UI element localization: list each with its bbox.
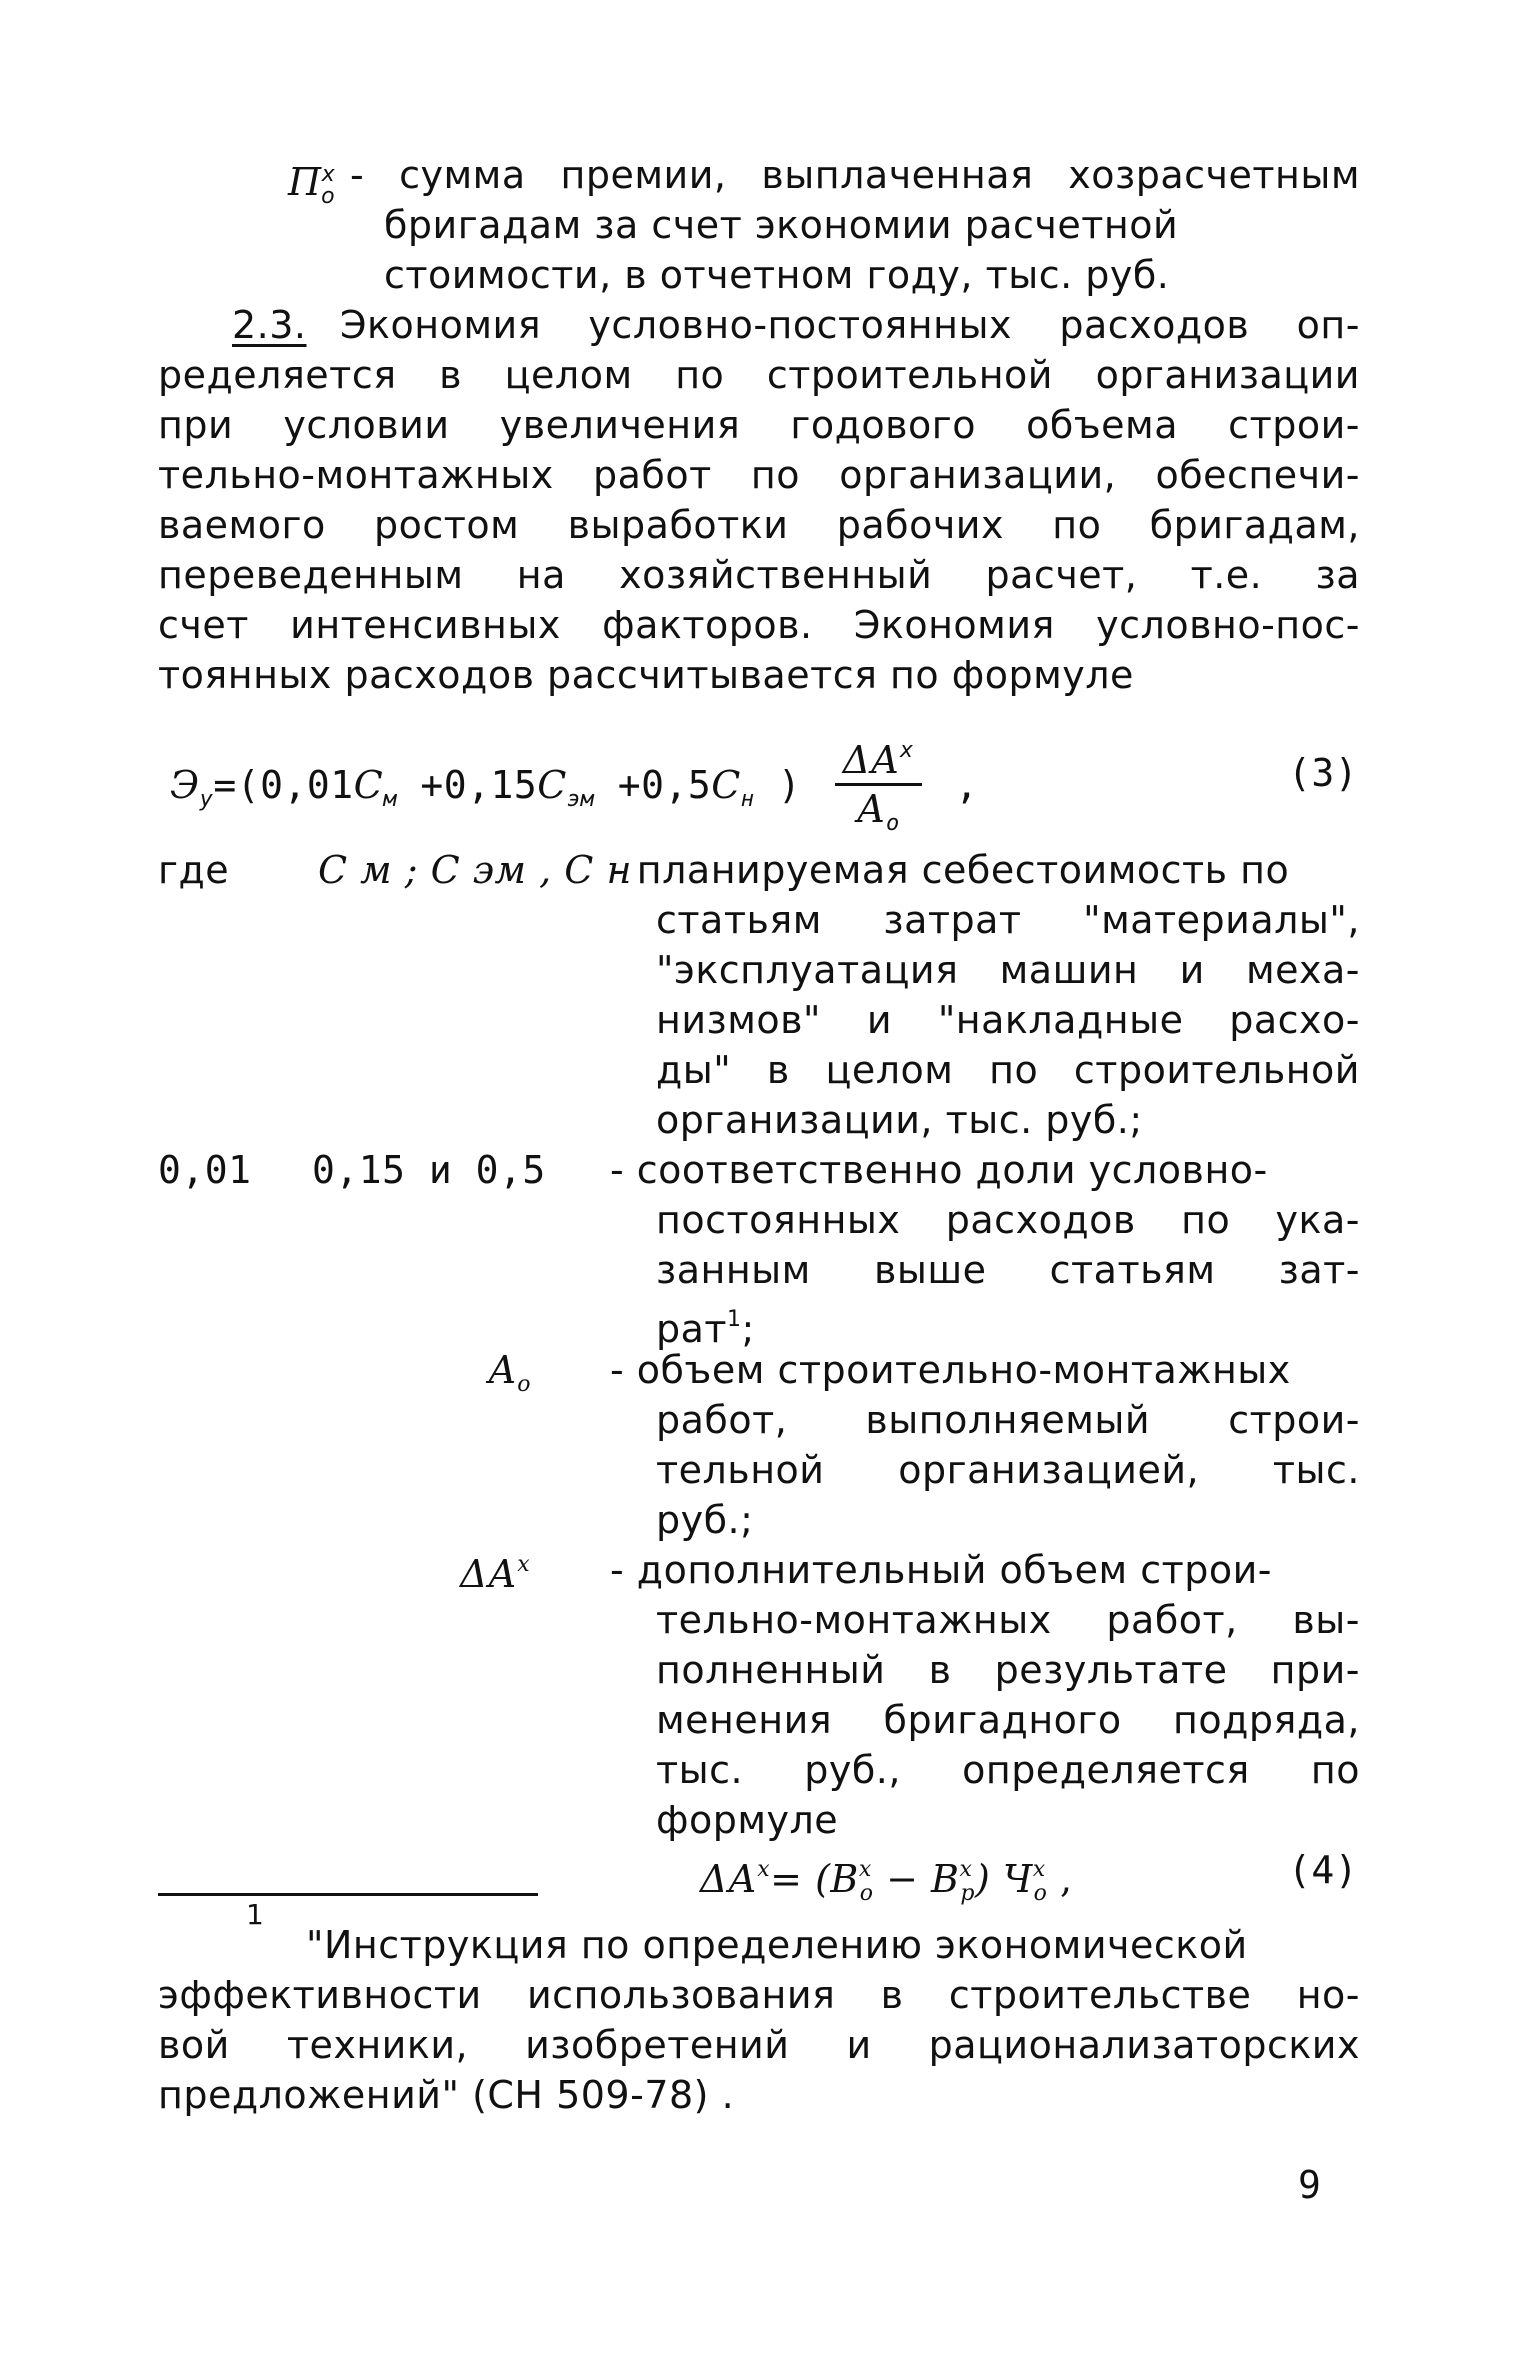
where-def-3-line-3: тельной организацией, тыс. bbox=[656, 1448, 1360, 1492]
section-line-8: тоянных расходов рассчитывается по формуле bbox=[158, 653, 1134, 697]
section-line-1: Экономия условно-постоянных расходов оп- bbox=[340, 303, 1360, 347]
section-line-4: тельно-монтажных работ по организации, обеспечи- bbox=[158, 453, 1360, 497]
where-def-1-line-2: статьям затрат "материалы", bbox=[656, 898, 1360, 942]
coef-b: 0,15 и 0,5 bbox=[312, 1148, 546, 1192]
intro-line-3: стоимости, в отчетном году, тыс. руб. bbox=[384, 253, 1170, 297]
where-def-2-line-1: - соответственно доли условно- bbox=[610, 1148, 1268, 1192]
intro-line-1: - сумма премии, выплаченная хозрасчетным bbox=[350, 153, 1360, 197]
section-line-2: ределяется в целом по строительной организации bbox=[158, 353, 1360, 397]
footnote-line-4: предложений" (СН 509-78) . bbox=[158, 2073, 735, 2117]
where-def-2-line-3: занным выше статьям зат- bbox=[656, 1248, 1360, 1292]
where-def-3-line-1: - объем строительно-монтажных bbox=[610, 1348, 1291, 1392]
where-def-3-line-4: руб.; bbox=[656, 1498, 754, 1542]
where-def-2-line-2: постоянных расходов по ука- bbox=[656, 1198, 1360, 1242]
coef-a: 0,01 bbox=[158, 1148, 252, 1192]
a0-symbol: $А_о$ bbox=[488, 1348, 532, 1397]
da-symbol: $\Delta А^х$ bbox=[460, 1552, 531, 1596]
footnote-line-2: эффективности использования в строительстве но- bbox=[158, 1973, 1360, 2017]
formula-3: $Э_у=(0,01С_м +0,15С_{эм} +0,5С_н$ ) $\frac{\Delta А^х}{А_о}$ , bbox=[170, 728, 978, 824]
section-line-3: при условии увеличения годового объема строи- bbox=[158, 403, 1360, 447]
intro-symbol: $П^х_о$ bbox=[288, 160, 336, 209]
where-def-4-line-1: - дополнительный объем строи- bbox=[610, 1548, 1273, 1592]
where-def-4-line-2: тельно-монтажных работ, вы- bbox=[656, 1598, 1360, 1642]
where-def-1-line-5: ды" в целом по строительной bbox=[656, 1048, 1360, 1092]
where-def-1-line-1: - планируемая себестоимость по bbox=[610, 848, 1290, 892]
formula-4-label: (4) bbox=[1288, 1848, 1359, 1892]
section-number: 2.3. bbox=[232, 303, 307, 347]
where-def-4-line-5: тыс. руб., определяется по bbox=[656, 1748, 1360, 1792]
footnote-mark: 1 bbox=[246, 1898, 265, 1931]
where-def-1-line-6: организации, тыс. руб.; bbox=[656, 1098, 1143, 1142]
where-def-1-line-3: "эксплуатация машин и меха- bbox=[656, 948, 1360, 992]
section-line-6: переведенным на хозяйственный расчет, т.е. за bbox=[158, 553, 1360, 597]
where-def-4-line-3: полненный в результате при- bbox=[656, 1648, 1360, 1692]
where-def-4-line-6: формуле bbox=[656, 1798, 839, 1842]
where-symbols: С м ; С эм , С н bbox=[318, 848, 632, 892]
page-number: 9 bbox=[1298, 2163, 1322, 2207]
where-def-1-line-4: низмов" и "накладные расхо- bbox=[656, 998, 1360, 1042]
footnote-ref: 1 bbox=[727, 1307, 742, 1332]
formula-3-fraction: $\frac{\Delta А^х}{А_о}$ bbox=[835, 728, 922, 847]
where-def-2-line-4: рат$^1$; bbox=[656, 1307, 755, 1351]
section-line-7: счет интенсивных факторов. Экономия условно-пос- bbox=[158, 603, 1360, 647]
formula-3-label: (3) bbox=[1288, 751, 1359, 795]
intro-line-2: бригадам за счет экономии расчетной bbox=[384, 203, 1179, 247]
footnote-line-3: вой техники, изобретений и рационализаторских bbox=[158, 2023, 1360, 2067]
footnote-separator bbox=[158, 1893, 538, 1896]
section-line-5: ваемого ростом выработки рабочих по бригадам, bbox=[158, 503, 1360, 547]
where-def-3-line-2: работ, выполняемый строи- bbox=[656, 1398, 1360, 1442]
where-word: где bbox=[158, 848, 230, 892]
footnote-line-1: "Инструкция по определению экономической bbox=[306, 1923, 1248, 1967]
where-def-4-line-4: менения бригадного подряда, bbox=[656, 1698, 1360, 1742]
formula-4: $\Delta А^х= (В^х_о - В^х_р)$ $Ч^х_о$ , bbox=[700, 1857, 1073, 1906]
